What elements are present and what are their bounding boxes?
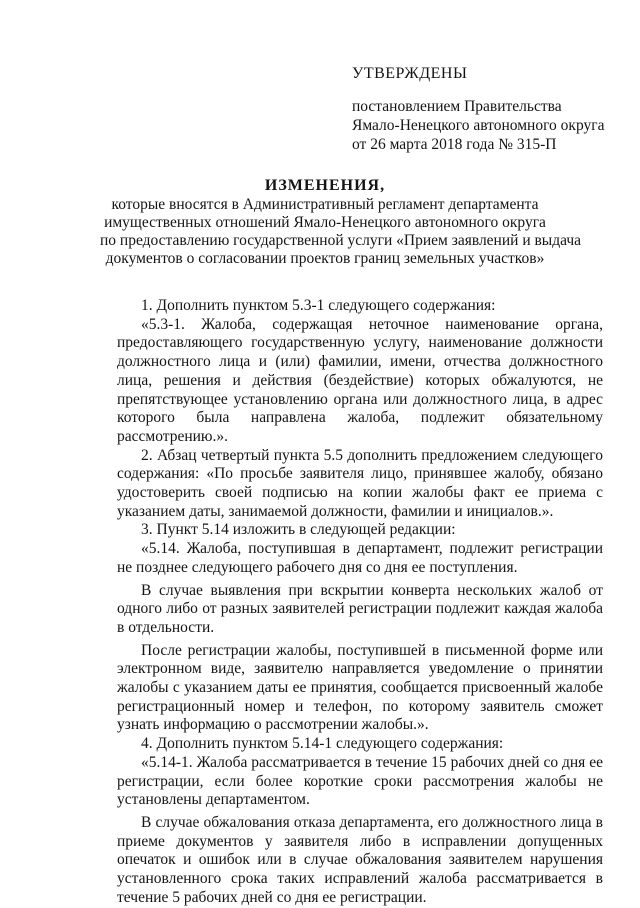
document-subtitle-line: имущественных отношений Ямало-Ненецкого автономного округа — [104, 214, 546, 231]
document-title-block — [100, 177, 582, 268]
approval-line: от 26 марта 2018 года № 315-П — [352, 136, 557, 153]
paragraph: В случае выявления при вскрытии конверта нескольких жалоб от одного либо от разных заявителей регистрации подлежит каждая жалоба в отдельности. — [117, 581, 603, 636]
approval-line: Ямало-Ненецкого автономного округа — [352, 117, 605, 134]
document-subtitle-line: документов о согласовании проектов границ земельных участков» — [105, 250, 545, 267]
paragraph: После регистрации жалобы, поступившей в письменной форме или электронном виде, заявителю направляется уведомление о принятии жалобы с указанием даты ее принятия, сообщается присвоенный жалобе регистрационный номер и телефон, по которому заявитель сможет узнать информацию о рассмотрении жалобы.». — [117, 641, 603, 734]
document-subtitle-line: которые вносятся в Административный регламент департамента — [111, 196, 539, 213]
document-title: ИЗМЕНЕНИЯ, — [264, 177, 386, 194]
paragraph: 2. Абзац четвертый пункта 5.5 дополнить предложением следующего содержания: «По просьбе заявителя лицо, принявшее жалобу, обязано удостоверить своей подписью на копии жалобы факт ее приема с указанием даты, занимаемой должности, фамилии и инициалов.». — [117, 446, 603, 520]
paragraph: «5.14. Жалоба, поступившая в департамент, подлежит регистрации не позднее следующего рабочего дня со дня ее поступления. — [117, 540, 603, 576]
approval-line: постановлением Правительства — [352, 98, 562, 115]
document-body — [117, 297, 603, 908]
approval-heading: УТВЕРЖДЕНЫ — [352, 65, 468, 82]
paragraph: «5.3-1. Жалоба, содержащая неточное наименование органа, предоставляющего государственную услугу, наименование должности должностного лица и (или) фамилии, имени, отчества должностного лица, решения и действия (бездействие) которых обжалуются, не препятствующее установлению органа или должностного лица, в адрес которого была направлена жалоба, подлежит обязательному рассмотрению.». — [117, 315, 603, 445]
paragraph: 1. Дополнить пунктом 5.3-1 следующего содержания: — [141, 297, 496, 314]
document-subtitle-line: по предоставлению государственной услуги «Прием заявлений и выдача — [100, 232, 582, 249]
approval-block — [352, 64, 622, 154]
paragraph: «5.14-1. Жалоба рассматривается в течение 15 рабочих дней со дня ее регистрации, если более короткие сроки рассмотрения жалобы не установлены департаментом. — [117, 753, 603, 809]
paragraph: 4. Дополнить пунктом 5.14-1 следующего содержания: — [141, 735, 504, 753]
paragraph: 3. Пункт 5.14 изложить в следующей редакции: — [141, 521, 456, 539]
paragraph: В случае обжалования отказа департамента, его должностного лица в приеме документов у заявителя либо в исправлении допущенных опечаток и ошибок или в случае обжалования заявителем нарушения установленного срока таких исправлений жалоба рассматривается в течение 5 рабочих дней со дня ее регистрации. — [117, 813, 603, 906]
